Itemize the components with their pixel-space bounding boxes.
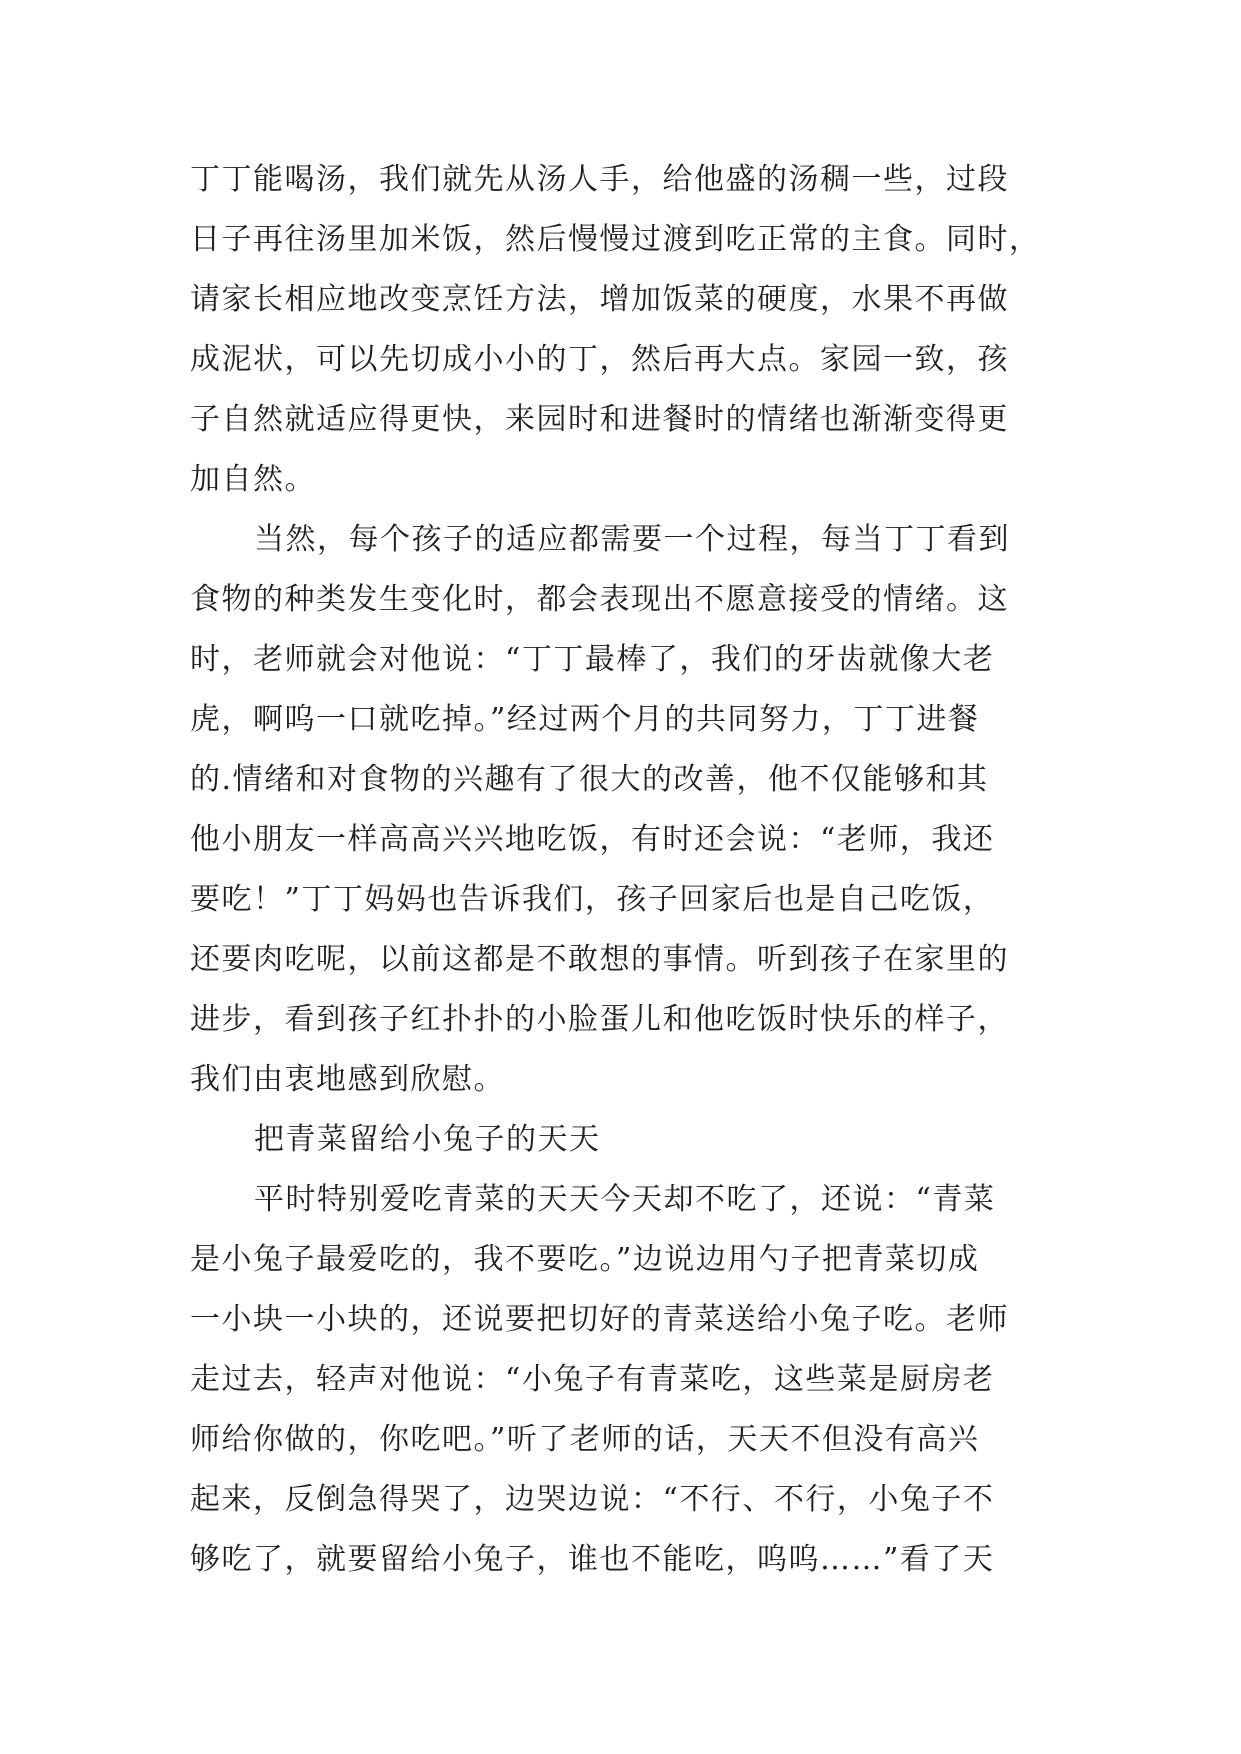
text-line: 他小朋友一样高高兴兴地吃饭，有时还会说：“老师，我还 [190, 822, 995, 857]
text-line: 虎，啊呜一口就吃掉。”经过两个月的共同努力，丁丁进餐 [190, 702, 980, 737]
text-line: 的.情绪和对食物的兴趣有了很大的改善，他不仅能够和其 [190, 762, 989, 797]
text-line: 够吃了，就要留给小兔子，谁也不能吃，呜呜……”看了天 [190, 1542, 995, 1577]
text-line: 起来，反倒急得哭了，边哭边说：“不行、不行，小兔子不 [190, 1482, 995, 1517]
paragraph-start-line: 平时特别爱吃青菜的天天今天却不吃了，还说：“青菜 [254, 1182, 996, 1217]
paragraph-start-line: 当然，每个孩子的适应都需要一个过程，每当丁丁看到 [254, 522, 1010, 557]
text-line: 成泥状，可以先切成小小的丁，然后再大点。家园一致，孩 [190, 342, 1009, 377]
section-heading: 把青菜留给小兔子的天天 [254, 1122, 601, 1157]
text-line: 走过去，轻声对他说：“小兔子有青菜吃，这些菜是厨房老 [190, 1362, 995, 1397]
text-line: 还要肉吃呢，以前这都是不敢想的事情。听到孩子在家里的 [190, 942, 1009, 977]
text-line: 丁丁能喝汤，我们就先从汤人手，给他盛的汤稠一些，过段 [190, 162, 1009, 197]
text-line: 请家长相应地改变烹饪方法，增加饭菜的硬度，水果不再做 [190, 282, 1009, 317]
text-line: 食物的种类发生变化时，都会表现出不愿意接受的情绪。这 [190, 582, 1009, 617]
text-line: 进步，看到孩子红扑扑的小脸蛋儿和他吃饭时快乐的样子， [190, 1002, 1009, 1037]
text-line: 子自然就适应得更快，来园时和进餐时的情绪也渐渐变得更 [190, 402, 1009, 437]
text-line: 日子再往汤里加米饭，然后慢慢过渡到吃正常的主食。同时， [190, 222, 1041, 257]
text-line: 师给你做的，你吃吧。”听了老师的话，天天不但没有高兴 [190, 1422, 980, 1457]
body-text [190, 150, 1070, 1590]
text-line: 是小兔子最爱吃的，我不要吃。”边说边用勺子把青菜切成 [190, 1242, 980, 1277]
text-line: 加自然。 [190, 462, 316, 497]
text-line: 一小块一小块的，还说要把切好的青菜送给小兔子吃。老师 [190, 1302, 1009, 1337]
text-line: 我们由衷地感到欣慰。 [190, 1062, 505, 1097]
text-line: 要吃！”丁丁妈妈也告诉我们，孩子回家后也是自己吃饭， [190, 882, 995, 917]
text-line: 时，老师就会对他说：“丁丁最棒了，我们的牙齿就像大老 [190, 642, 995, 677]
